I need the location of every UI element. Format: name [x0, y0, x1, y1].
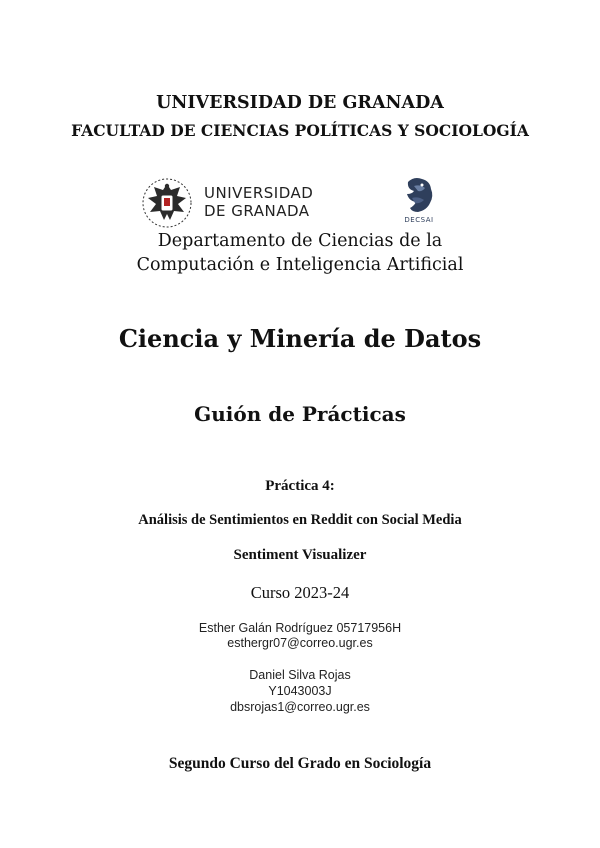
document-subtitle: Guión de Prácticas: [194, 402, 406, 426]
practice-title-line1: Análisis de Sentimientos en Reddit con Social Media: [138, 512, 462, 528]
ugr-coat-of-arms-icon: [140, 176, 194, 230]
university-name: UNIVERSIDAD DE GRANADA: [156, 93, 444, 113]
decsai-logo: [400, 176, 438, 226]
ugr-logo-line1: UNIVERSIDAD: [204, 184, 314, 202]
department-line2: Computación e Inteligencia Artificial: [136, 255, 464, 275]
practice-title-line2: Sentiment Visualizer: [233, 547, 367, 563]
decsai-bird-icon: [400, 176, 438, 216]
practice-number: Práctica 4:: [265, 478, 335, 494]
decsai-logo-label: DECSAI: [404, 216, 434, 224]
department-line1: Departamento de Ciencias de la: [157, 231, 443, 251]
academic-year: Curso 2023-24: [250, 583, 350, 602]
faculty-name: FACULTAD DE CIENCIAS POLÍTICAS Y SOCIOLOGÍA: [71, 121, 529, 140]
author1-email: esthergr07@correo.ugr.es: [227, 636, 373, 650]
author2-name: Daniel Silva Rojas: [249, 668, 351, 682]
author1-name-id: Esther Galán Rodríguez 05717956H: [198, 621, 402, 635]
ugr-logo-line2: DE GRANADA: [204, 202, 310, 220]
author2-id: Y1043003J: [268, 684, 332, 698]
degree-course: Segundo Curso del Grado en Sociología: [168, 755, 432, 772]
author2-email: dbsrojas1@correo.ugr.es: [230, 700, 370, 714]
ugr-logo: [140, 176, 330, 230]
course-title: Ciencia y Minería de Datos: [118, 324, 482, 353]
